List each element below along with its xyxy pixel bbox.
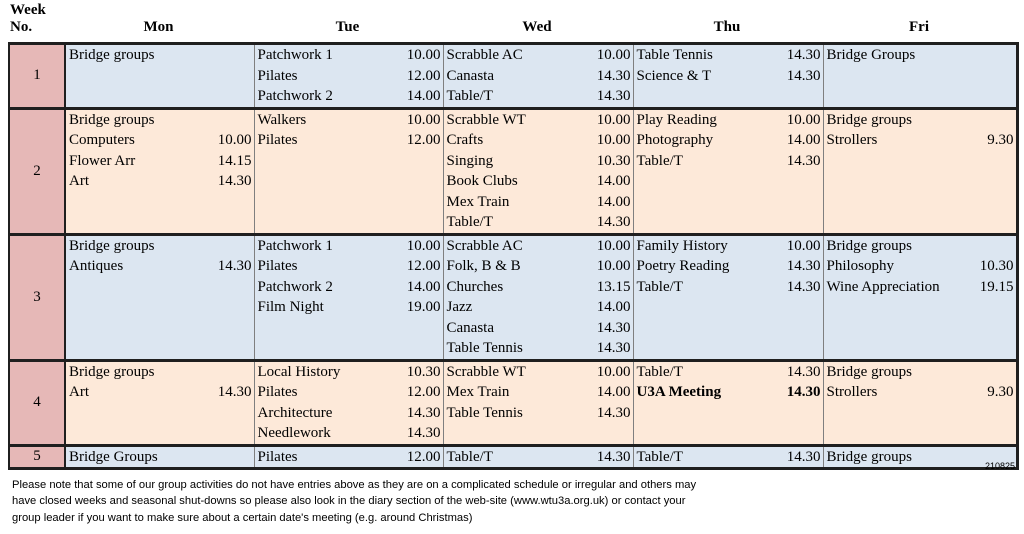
day-cell-wed bbox=[443, 234, 633, 360]
activity-time: 14.30 bbox=[217, 384, 252, 400]
activity-entry bbox=[66, 110, 254, 131]
footnote-line: Please note that some of our group activities do not have entries above as they are on a complicated schedule or irregular and others may bbox=[12, 479, 697, 491]
week-header bbox=[10, 2, 46, 36]
activity-name: Table/T bbox=[636, 152, 683, 169]
activity-name: Pilates bbox=[257, 448, 298, 465]
activity-time: 14.30 bbox=[786, 384, 821, 400]
activity-name: Churches bbox=[446, 278, 504, 295]
day-cell-tue bbox=[254, 445, 443, 469]
activity-entry bbox=[444, 151, 633, 172]
activity-name: Patchwork 2 bbox=[257, 278, 333, 295]
activity-time: 10.30 bbox=[979, 258, 1014, 274]
activity-name: Crafts bbox=[446, 132, 484, 148]
activity-name: Mex Train bbox=[446, 193, 510, 210]
activity-name: Table/T bbox=[446, 214, 493, 230]
day-cell-tue bbox=[254, 360, 443, 445]
activity-entry bbox=[255, 66, 443, 87]
activity-entry bbox=[634, 66, 823, 87]
activity-name: Patchwork 1 bbox=[257, 237, 333, 254]
activity-name: Science & T bbox=[636, 67, 712, 84]
day-header-mon: Mon bbox=[143, 19, 174, 35]
activity-entry bbox=[444, 212, 633, 233]
activity-entry bbox=[634, 256, 823, 277]
activity-time bbox=[1010, 110, 1014, 131]
week-row bbox=[9, 234, 1017, 360]
day-cell-mon bbox=[65, 445, 254, 469]
activity-time: 14.30 bbox=[786, 67, 821, 84]
activity-name: Bridge groups bbox=[69, 111, 155, 128]
activity-name: Flower Arr bbox=[69, 152, 136, 169]
activity-time: 14.00 bbox=[596, 299, 631, 315]
activity-name: Strollers bbox=[826, 132, 878, 148]
activity-entry bbox=[444, 382, 633, 403]
activity-time: 12.00 bbox=[406, 67, 441, 84]
activity-entry bbox=[255, 86, 443, 107]
activity-entry bbox=[66, 447, 254, 468]
activity-time bbox=[248, 110, 252, 131]
activity-entry bbox=[66, 382, 254, 403]
day-cell-wed bbox=[443, 445, 633, 469]
activity-time: 10.00 bbox=[786, 111, 821, 128]
day-cell-thu bbox=[633, 445, 823, 469]
activity-name: Scrabble AC bbox=[446, 47, 523, 63]
activity-time: 14.30 bbox=[217, 258, 252, 274]
activity-name: Table/T bbox=[446, 448, 493, 465]
week-row bbox=[9, 445, 1017, 469]
day-header-fri: Fri bbox=[909, 19, 929, 35]
activity-entry bbox=[255, 45, 443, 66]
activity-name: Architecture bbox=[257, 404, 333, 421]
activity-entry bbox=[634, 277, 823, 298]
week-number: 4 bbox=[9, 360, 65, 445]
activity-entry bbox=[444, 66, 633, 87]
activity-time: 10.00 bbox=[406, 47, 441, 63]
week-row bbox=[9, 44, 1017, 109]
week-header-line2: No. bbox=[10, 19, 33, 35]
activity-name: Philosophy bbox=[826, 258, 895, 274]
day-header-wed: Wed bbox=[522, 19, 552, 35]
activity-entry bbox=[634, 110, 823, 131]
activity-name: Play Reading bbox=[636, 111, 717, 128]
footnote-line: group leader if you want to make sure about a certain date's meeting (e.g. around Christmas) bbox=[12, 511, 473, 524]
activity-time: 14.00 bbox=[406, 278, 441, 295]
activity-time: 14.30 bbox=[786, 448, 821, 465]
day-cell-thu bbox=[633, 234, 823, 360]
activity-entry bbox=[444, 403, 633, 424]
activity-time: 14.30 bbox=[596, 340, 631, 356]
activity-entry bbox=[444, 297, 633, 318]
activity-entry bbox=[824, 130, 1016, 151]
activity-time: 14.00 bbox=[786, 132, 821, 148]
activity-time: 14.00 bbox=[406, 88, 441, 104]
activity-name: Book Clubs bbox=[446, 173, 518, 189]
activity-entry bbox=[444, 110, 633, 131]
activity-time: 12.00 bbox=[406, 258, 441, 274]
week-row bbox=[9, 360, 1017, 445]
activity-entry bbox=[824, 110, 1016, 131]
week-number: 2 bbox=[9, 108, 65, 234]
day-cell-tue bbox=[254, 234, 443, 360]
activity-time: 19.15 bbox=[979, 278, 1014, 295]
activity-time: 14.30 bbox=[596, 88, 631, 104]
activity-time: 12.00 bbox=[406, 448, 441, 465]
activity-name: Photography bbox=[636, 132, 714, 148]
activity-name: Mex Train bbox=[446, 384, 510, 400]
activity-entry bbox=[634, 362, 823, 383]
activity-entry bbox=[444, 318, 633, 339]
activity-time: 14.30 bbox=[596, 214, 631, 230]
activity-entry bbox=[255, 423, 443, 444]
activity-entry bbox=[824, 236, 1016, 257]
activity-entry bbox=[444, 256, 633, 277]
activity-entry bbox=[255, 447, 443, 468]
activity-name: Family History bbox=[636, 237, 728, 254]
activity-time: 10.00 bbox=[596, 363, 631, 380]
activity-entry bbox=[444, 45, 633, 66]
day-cell-mon bbox=[65, 360, 254, 445]
week-row bbox=[9, 108, 1017, 234]
activity-name: Scrabble WT bbox=[446, 111, 526, 128]
day-cell-thu bbox=[633, 44, 823, 109]
activity-time: 14.00 bbox=[596, 384, 631, 400]
activity-entry bbox=[634, 382, 823, 403]
activity-entry bbox=[444, 171, 633, 192]
activity-entry bbox=[255, 362, 443, 383]
activity-name: Bridge groups bbox=[826, 237, 912, 254]
activity-name: Film Night bbox=[257, 299, 324, 315]
activity-time: 12.00 bbox=[406, 384, 441, 400]
activity-name: Scrabble WT bbox=[446, 363, 526, 380]
activity-entry bbox=[255, 110, 443, 131]
activity-time: 14.15 bbox=[217, 152, 252, 169]
day-cell-wed bbox=[443, 44, 633, 109]
activity-name: Table/T bbox=[636, 363, 683, 380]
activity-entry bbox=[66, 362, 254, 383]
activity-entry bbox=[824, 256, 1016, 277]
activity-time: 14.30 bbox=[596, 67, 631, 84]
activity-entry bbox=[255, 277, 443, 298]
activity-time: 9.30 bbox=[987, 132, 1014, 148]
activity-entry bbox=[255, 236, 443, 257]
activity-entry bbox=[444, 362, 633, 383]
activity-name: Table Tennis bbox=[446, 340, 523, 356]
activity-name: Local History bbox=[257, 363, 341, 380]
day-cell-fri bbox=[823, 108, 1017, 234]
activity-name: Poetry Reading bbox=[636, 258, 730, 274]
activity-time: 14.30 bbox=[596, 448, 631, 465]
activity-name: Table/T bbox=[446, 88, 493, 104]
day-cell-mon bbox=[65, 44, 254, 109]
activity-entry bbox=[66, 256, 254, 277]
activity-name: Scrabble AC bbox=[446, 237, 523, 254]
activity-name: U3A Meeting bbox=[636, 384, 722, 400]
activity-entry bbox=[444, 447, 633, 468]
activity-time: 19.00 bbox=[406, 299, 441, 315]
activity-name: Bridge groups bbox=[826, 111, 912, 128]
activity-time: 10.30 bbox=[406, 363, 441, 380]
activity-name: Computers bbox=[69, 132, 135, 148]
activity-time bbox=[248, 45, 252, 66]
day-cell-fri bbox=[823, 234, 1017, 360]
week-number: 3 bbox=[9, 234, 65, 360]
activity-name: Wine Appreciation bbox=[826, 278, 940, 295]
activity-name: Antiques bbox=[69, 258, 124, 274]
activity-entry bbox=[444, 192, 633, 213]
activity-name: Walkers bbox=[257, 111, 307, 128]
day-cell-wed bbox=[443, 108, 633, 234]
day-header-tue: Tue bbox=[335, 19, 360, 35]
activity-time: 14.00 bbox=[596, 173, 631, 189]
activity-entry bbox=[255, 403, 443, 424]
activity-time: 10.30 bbox=[596, 152, 631, 169]
activity-time bbox=[1010, 362, 1014, 383]
activity-name: Folk, B & B bbox=[446, 258, 521, 274]
activity-time: 14.30 bbox=[786, 363, 821, 380]
day-cell-mon bbox=[65, 234, 254, 360]
activity-time: 14.30 bbox=[406, 404, 441, 421]
activity-entry bbox=[634, 151, 823, 172]
activity-name: Bridge Groups bbox=[69, 448, 158, 465]
activity-entry bbox=[824, 45, 1016, 66]
activity-time: 10.00 bbox=[406, 111, 441, 128]
footnote bbox=[12, 477, 772, 526]
activity-entry bbox=[66, 151, 254, 172]
activity-time: 14.30 bbox=[406, 425, 441, 441]
activity-time bbox=[1010, 45, 1014, 66]
activity-name: Canasta bbox=[446, 67, 494, 84]
activity-entry bbox=[255, 256, 443, 277]
activity-name: Patchwork 2 bbox=[257, 88, 333, 104]
activity-name: Needlework bbox=[257, 425, 331, 441]
activity-name: Table/T bbox=[636, 448, 683, 465]
activity-entry bbox=[634, 236, 823, 257]
activity-time bbox=[248, 447, 252, 468]
activity-time: 14.30 bbox=[596, 404, 631, 421]
activity-time: 14.30 bbox=[786, 152, 821, 169]
activity-name: Patchwork 1 bbox=[257, 47, 333, 63]
day-cell-fri bbox=[823, 44, 1017, 109]
activity-entry bbox=[444, 236, 633, 257]
activity-entry bbox=[444, 86, 633, 107]
activity-name: Bridge groups bbox=[69, 363, 155, 380]
activity-name: Canasta bbox=[446, 319, 494, 336]
activity-name: Table/T bbox=[636, 278, 683, 295]
activity-name: Pilates bbox=[257, 384, 298, 400]
activity-name: Bridge groups bbox=[826, 448, 912, 465]
activity-name: Jazz bbox=[446, 299, 473, 315]
version-code: 210825 bbox=[984, 461, 1015, 471]
activity-entry bbox=[66, 236, 254, 257]
activity-time bbox=[1010, 236, 1014, 257]
day-cell-thu bbox=[633, 360, 823, 445]
activity-time: 14.30 bbox=[786, 278, 821, 295]
activity-time bbox=[248, 362, 252, 383]
activity-name: Bridge groups bbox=[69, 237, 155, 254]
day-header-thu: Thu bbox=[713, 19, 741, 35]
activity-name: Bridge groups bbox=[69, 47, 155, 63]
activity-entry bbox=[66, 130, 254, 151]
activity-time: 12.00 bbox=[406, 132, 441, 148]
week-number: 5 bbox=[9, 445, 65, 469]
activity-time: 10.00 bbox=[596, 111, 631, 128]
activity-entry bbox=[444, 130, 633, 151]
activity-time: 10.00 bbox=[406, 237, 441, 254]
day-cell-mon bbox=[65, 108, 254, 234]
activity-name: Art bbox=[69, 384, 89, 400]
activity-time: 10.00 bbox=[786, 237, 821, 254]
activity-time: 14.00 bbox=[596, 193, 631, 210]
activity-entry bbox=[634, 447, 823, 468]
activity-name: Singing bbox=[446, 152, 494, 169]
activity-entry bbox=[255, 130, 443, 151]
week-header-line1: Week bbox=[10, 2, 46, 18]
activity-name: Pilates bbox=[257, 67, 298, 84]
activity-time: 14.30 bbox=[217, 173, 252, 189]
activity-entry bbox=[444, 338, 633, 359]
activity-name: Table Tennis bbox=[636, 47, 713, 63]
activity-time bbox=[248, 236, 252, 257]
activity-entry bbox=[255, 382, 443, 403]
week-number: 1 bbox=[9, 44, 65, 109]
activity-name: Bridge Groups bbox=[826, 47, 916, 63]
activity-entry bbox=[66, 171, 254, 192]
activity-time: 9.30 bbox=[987, 384, 1014, 400]
activity-name: Strollers bbox=[826, 384, 878, 400]
day-cell-fri bbox=[823, 360, 1017, 445]
activity-time: 14.30 bbox=[596, 319, 631, 336]
activity-time: 13.15 bbox=[596, 278, 631, 295]
activity-name: Bridge groups bbox=[826, 363, 912, 380]
schedule-table bbox=[8, 42, 1019, 470]
activity-name: Table Tennis bbox=[446, 404, 523, 421]
activity-name: Art bbox=[69, 173, 89, 189]
day-cell-thu bbox=[633, 108, 823, 234]
activity-time: 14.30 bbox=[786, 258, 821, 274]
activity-entry bbox=[444, 277, 633, 298]
day-cell-tue bbox=[254, 44, 443, 109]
activity-time: 10.00 bbox=[596, 237, 631, 254]
activity-entry bbox=[66, 45, 254, 66]
activity-entry bbox=[824, 362, 1016, 383]
activity-time: 14.30 bbox=[786, 47, 821, 63]
activity-time: 10.00 bbox=[596, 132, 631, 148]
activity-entry bbox=[255, 297, 443, 318]
activity-name: Pilates bbox=[257, 258, 298, 274]
activity-entry bbox=[634, 130, 823, 151]
footnote-line: have closed weeks and seasonal shut-downs so please also look in the diary section of the web-site (www.wtu3a.org.uk) or contact your bbox=[12, 495, 686, 508]
activity-time: 10.00 bbox=[217, 132, 252, 148]
activity-name: Pilates bbox=[257, 132, 298, 148]
day-cell-wed bbox=[443, 360, 633, 445]
activity-time: 10.00 bbox=[596, 47, 631, 63]
activity-time: 10.00 bbox=[596, 258, 631, 274]
activity-entry bbox=[824, 382, 1016, 403]
activity-entry bbox=[634, 45, 823, 66]
day-cell-tue bbox=[254, 108, 443, 234]
activity-entry bbox=[824, 277, 1016, 298]
